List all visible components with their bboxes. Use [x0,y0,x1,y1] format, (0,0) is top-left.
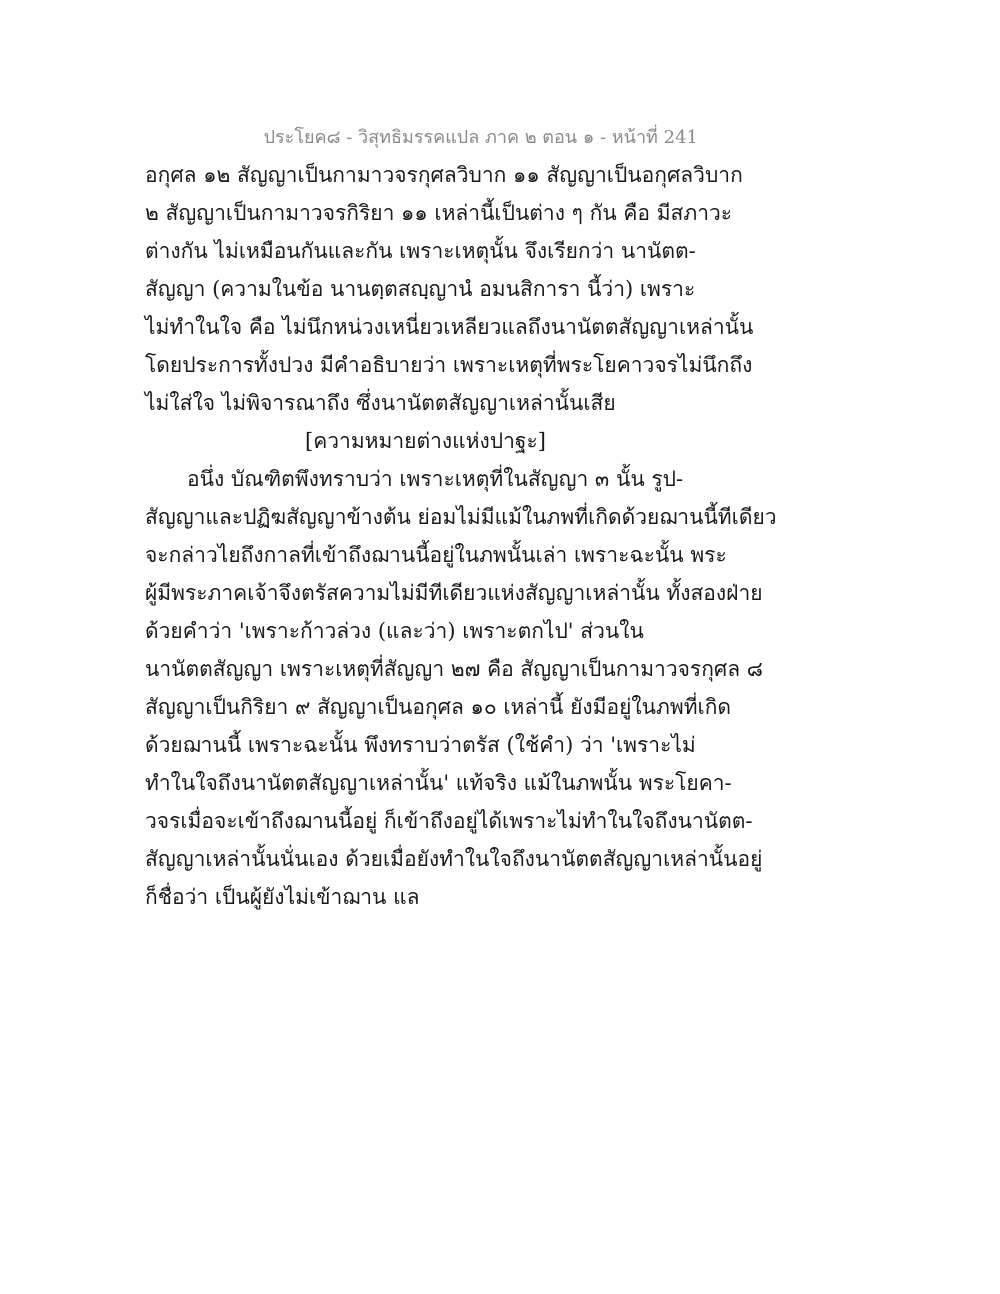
text-line: สัญญาเป็นกิริยา ๙ สัญญาเป็นอกุศล ๑๐ เหล่านี้ ยังมีอยู่ในภพที่เกิด [145,695,732,719]
text-line: สัญญาและปฏิฆสัญญาข้างต้น ย่อมไม่มีแม้ในภพที่เกิดด้วยฌานนี้ทีเดียว [145,505,777,529]
text-line: จะกล่าวไยถึงกาลที่เข้าถึงฌานนี้อยู่ในภพนั้นเล่า เพราะฉะนั้น พระ [145,543,727,567]
text-line: อนึ่ง บัณฑิตพึงทราบว่า เพราะเหตุที่ในสัญญา ๓ นั้น รูป- [187,467,684,491]
section-heading: [ความหมายต่างแห่งปาฐะ] [305,429,546,453]
text-line: ไม่ใส่ใจ ไม่พิจารณาถึง ซึ่งนานัตตสัญญาเหล่านั้นเสีย [145,391,616,415]
text-line: ก็ชื่อว่า เป็นผู้ยังไม่เข้าฌาน แล [145,885,420,909]
paragraph-2 [145,460,777,916]
text-line: ต่างกัน ไม่เหมือนกันและกัน เพราะเหตุนั้น จึงเรียกว่า นานัตต- [145,239,696,263]
text-line: อกุศล ๑๒ สัญญาเป็นกามาวจรกุศลวิบาก ๑๑ สัญญาเป็นอกุศลวิบาก [145,163,743,187]
text-line: ๒ สัญญาเป็นกามาวจรกิริยา ๑๑ เหล่านี้เป็นต่าง ๆ กัน คือ มีสภาวะ [145,201,733,225]
text-line: วจรเมื่อจะเข้าถึงฌานนี้อยู่ ก็เข้าถึงอยู่ได้เพราะไม่ทำในใจถึงนานัตต- [145,809,753,833]
body-text [145,156,777,916]
text-line: ไม่ทำในใจ คือ ไม่นึกหน่วงเหนี่ยวเหลียวแลถึงนานัตตสัญญาเหล่านั้น [145,315,754,339]
text-line: นานัตตสัญญา เพราะเหตุที่สัญญา ๒๗ คือ สัญญาเป็นกามาวจรกุศล ๘ [145,657,764,681]
text-line: ผู้มีพระภาคเจ้าจึงตรัสความไม่มีทีเดียวแห่งสัญญาเหล่านั้น ทั้งสองฝ่าย [145,581,763,605]
text-line: โดยประการทั้งปวง มีคำอธิบายว่า เพราะเหตุที่พระโยคาวจรไม่นึกถึง [145,353,753,377]
text-line: สัญญา (ความในข้อ นานตฺตสญฺญานํ อมนสิการา นี้ว่า) เพราะ [145,277,696,301]
text-line: ด้วยฌานนี้ เพราะฉะนั้น พึงทราบว่าตรัส (ใช้คำ) ว่า 'เพราะไม่ [145,733,696,757]
text-line: ทำในใจถึงนานัตตสัญญาเหล่านั้น' แท้จริง แม้ในภพนั้น พระโยคา- [145,771,732,795]
running-head: ประโยค๘ - วิสุทธิมรรคแปล ภาค ๒ ตอน ๑ - หน้าที่ 241 [263,127,698,148]
text-line: สัญญาเหล่านั้นนั่นเอง ด้วยเมื่อยังทำในใจถึงนานัตตสัญญาเหล่านั้นอยู่ [145,847,763,871]
paragraph-1 [145,156,754,422]
text-line: ด้วยคำว่า 'เพราะก้าวล่วง (และว่า) เพราะตกไป' ส่วนใน [145,619,644,643]
